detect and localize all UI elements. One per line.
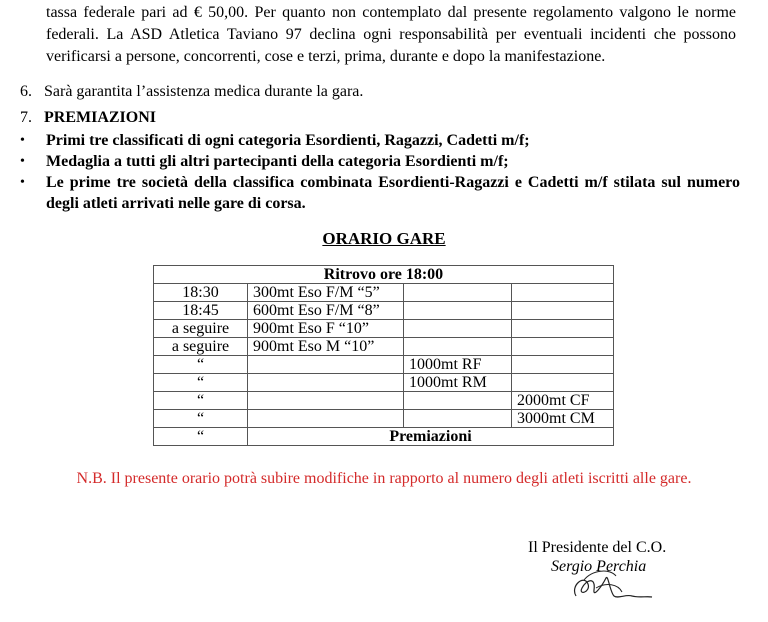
- bullet-item-3: [20, 172, 740, 214]
- race-cell: 1000mt RF: [404, 356, 512, 374]
- signature-flourish: [584, 571, 622, 592]
- bullet-icon: •: [20, 175, 25, 190]
- president-title: Il Presidente del C.O.: [528, 539, 667, 556]
- schedule-header: Ritrovo ore 18:00: [154, 266, 614, 284]
- time-cell: “: [154, 392, 248, 410]
- time-cell: “: [154, 374, 248, 392]
- table-row: [154, 428, 614, 446]
- race-cell: [404, 338, 512, 356]
- premiazioni-heading: PREMIAZIONI: [44, 109, 157, 126]
- schedule-header-row: [154, 266, 614, 284]
- race-cell: 3000mt CM: [512, 410, 614, 428]
- time-cell: “: [154, 428, 248, 446]
- time-cell: 18:45: [154, 302, 248, 320]
- race-cell: [248, 410, 404, 428]
- race-cell: [512, 374, 614, 392]
- race-cell: [404, 302, 512, 320]
- schedule-title: ORARIO GARE: [322, 229, 446, 248]
- bullet-item-1: [20, 130, 740, 151]
- time-cell: a seguire: [154, 338, 248, 356]
- item-6-text: Sarà garantita l’assistenza medica durante la gara.: [44, 83, 364, 100]
- president-name: Sergio Perchia: [551, 558, 647, 575]
- intro-paragraph: tassa federale pari ad € 50,00. Per quanto non contemplato dal presente regolamento valgono le norme federali. La ASD Atletica Taviano 97 declina ogni responsabilità per eventuali incidenti che possono verificarsi a persone, concorrenti, cose e terzi, prima, durante e dopo la manifestazione.: [46, 4, 736, 65]
- table-row: [154, 320, 614, 338]
- table-row: [154, 392, 614, 410]
- race-cell: 1000mt RM: [404, 374, 512, 392]
- item-6: [20, 83, 363, 101]
- race-cell: [404, 320, 512, 338]
- race-cell: [512, 302, 614, 320]
- race-cell: 600mt Eso F/M “8”: [248, 302, 404, 320]
- race-cell: [404, 410, 512, 428]
- item-7-number: 7.: [20, 109, 32, 126]
- bullet-icon: •: [20, 154, 25, 169]
- item-6-number: 6.: [20, 83, 32, 100]
- time-cell: 18:30: [154, 284, 248, 302]
- table-row: [154, 356, 614, 374]
- bullet-text-1: Primi tre classificati di ogni categoria Esordienti, Ragazzi, Cadetti m/f;: [46, 132, 530, 149]
- race-cell: [512, 320, 614, 338]
- time-cell: a seguire: [154, 320, 248, 338]
- race-cell: [248, 374, 404, 392]
- race-cell: [512, 284, 614, 302]
- bullet-text-2: Medaglia a tutti gli altri partecipanti della categoria Esordienti m/f;: [46, 153, 509, 170]
- race-cell: [512, 356, 614, 374]
- race-cell: 900mt Eso M “10”: [248, 338, 404, 356]
- item-7: [20, 109, 156, 127]
- race-cell: [404, 284, 512, 302]
- bullet-icon: •: [20, 133, 25, 148]
- race-cell: 900mt Eso F “10”: [248, 320, 404, 338]
- time-cell: “: [154, 356, 248, 374]
- race-cell: [248, 392, 404, 410]
- bullet-item-2: [20, 151, 740, 172]
- time-cell: “: [154, 410, 248, 428]
- schedule-note: N.B. Il presente orario potrà subire modifiche in rapporto al numero degli atleti iscritti alle gare.: [76, 470, 692, 487]
- schedule-table: [153, 265, 614, 446]
- table-row: [154, 374, 614, 392]
- handwritten-signature: [566, 566, 656, 604]
- premiazioni-cell: Premiazioni: [248, 428, 614, 446]
- table-row: [154, 338, 614, 356]
- race-cell: [248, 356, 404, 374]
- race-cell: 2000mt CF: [512, 392, 614, 410]
- table-row: [154, 302, 614, 320]
- table-row: [154, 410, 614, 428]
- signature-stroke: [575, 577, 652, 597]
- race-cell: 300mt Eso F/M “5”: [248, 284, 404, 302]
- bullet-text-3: Le prime tre società della classifica combinata Esordienti-Ragazzi e Cadetti m/f stilata sul numero degli atleti arrivati nelle gare di corsa.: [46, 174, 740, 212]
- table-row: [154, 284, 614, 302]
- race-cell: [512, 338, 614, 356]
- race-cell: [404, 392, 512, 410]
